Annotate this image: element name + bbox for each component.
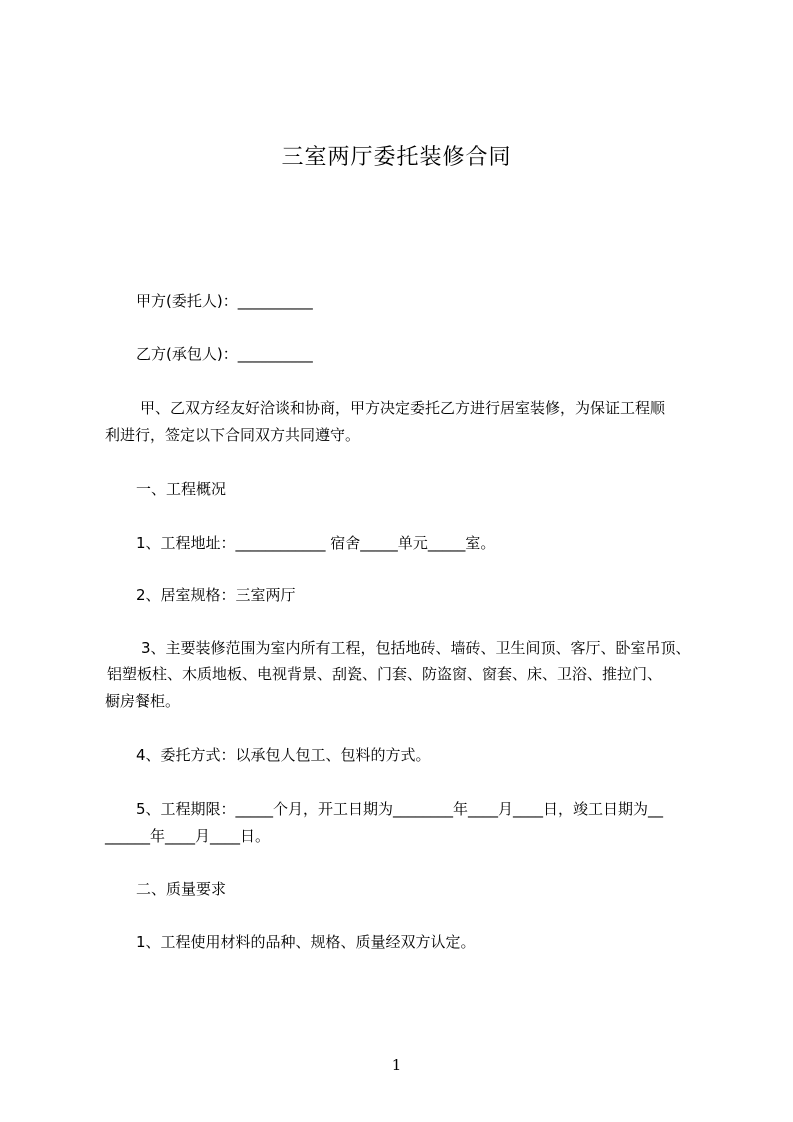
intro-paragraph-line-2: 利进行，签定以下合同双方共同遵守。	[105, 426, 361, 444]
intro-paragraph-line-1: 甲、乙双方经友好洽谈和协商，甲方决定委托乙方进行居室装修，为保证工程顺	[140, 399, 666, 417]
party-a-line: 甲方(委托人)：__________	[136, 292, 313, 310]
clause-duration-line-1: 5、工程期限：_____个月，开工日期为________年____月____日，竣工日期为__	[136, 800, 664, 818]
clause-materials: 1、工程使用材料的品种、规格、质量经双方认定。	[136, 933, 476, 951]
page-number: 1	[391, 1056, 402, 1074]
clause-project-address: 1、工程地址：____________ 宿舍_____单元_____室。	[136, 534, 496, 552]
clause-scope-line-2: 铝塑板柱、木质地板、电视背景、刮瓷、门套、防盗窗、窗套、床、卫浴、推拉门、	[107, 665, 663, 683]
party-b-line: 乙方(承包人)：__________	[136, 345, 313, 363]
section-heading-project-overview: 一、工程概况	[136, 480, 227, 498]
clause-room-spec: 2、居室规格：三室两厅	[136, 586, 296, 604]
section-heading-quality: 二、质量要求	[136, 880, 227, 898]
clause-duration-line-2: ______年____月____日。	[105, 827, 271, 845]
clause-scope-line-3: 橱房餐柜。	[105, 692, 181, 710]
document-title: 三室两厅委托装修合同	[281, 145, 512, 170]
clause-scope-line-1: 3、主要装修范围为室内所有工程，包括地砖、墙砖、卫生间顶、客厅、卧室吊顶、	[141, 639, 691, 657]
clause-commission-method: 4、委托方式：以承包人包工、包料的方式。	[136, 746, 431, 764]
